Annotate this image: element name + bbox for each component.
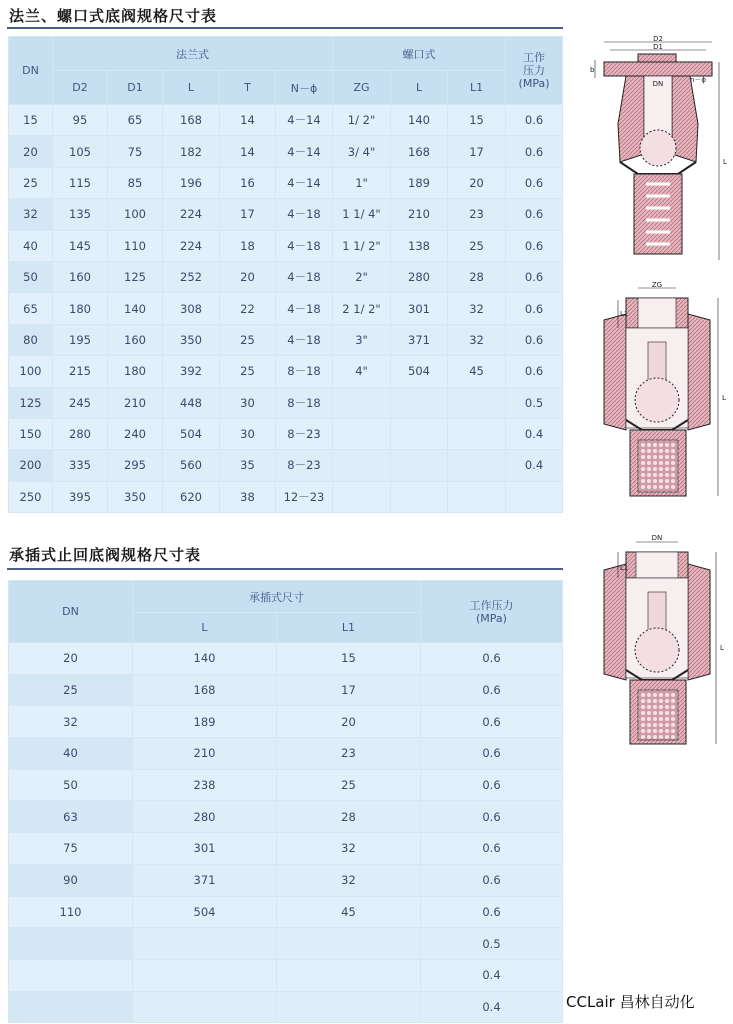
row-dn-cell: 32 <box>9 199 53 230</box>
table-cell: 0.5 <box>506 387 563 418</box>
table-cell: 100 <box>108 199 163 230</box>
table-cell: 295 <box>108 450 163 481</box>
flange-n-label: n－ϕ <box>690 76 707 84</box>
table-cell: 25 <box>220 324 276 355</box>
table-cell: 105 <box>53 136 108 167</box>
table-cell: 448 <box>163 387 220 418</box>
table-cell <box>333 418 391 449</box>
table-cell: 371 <box>391 324 448 355</box>
table-row <box>9 418 563 449</box>
table1-subheader: T <box>220 71 276 105</box>
table-cell: 160 <box>108 324 163 355</box>
table-cell: 189 <box>391 167 448 198</box>
table2-title: 承插式止回底阀规格尺寸表 <box>9 546 202 564</box>
row-dn-cell: 150 <box>9 418 53 449</box>
table-cell: 23 <box>448 199 506 230</box>
table-cell <box>277 991 421 1023</box>
row-dn-cell: 25 <box>9 167 53 198</box>
table-cell: 25 <box>220 356 276 387</box>
table-cell: 0.4 <box>506 418 563 449</box>
table-row <box>9 864 563 896</box>
table-cell <box>448 387 506 418</box>
table-cell: 1 1/ 2" <box>333 230 391 261</box>
table1-header-flange: 法兰式 <box>53 37 333 71</box>
table-cell: 140 <box>108 293 163 324</box>
table-row <box>9 959 563 991</box>
row-dn-cell: 75 <box>9 833 133 865</box>
table-cell: 145 <box>53 230 108 261</box>
table-cell: 0.4 <box>506 450 563 481</box>
table-cell: 75 <box>108 136 163 167</box>
table-cell: 215 <box>53 356 108 387</box>
flange-d1-label: D1 <box>653 43 663 51</box>
table-cell: 301 <box>391 293 448 324</box>
table-cell: 95 <box>53 105 108 136</box>
table-cell: 238 <box>133 769 277 801</box>
row-dn-cell <box>9 991 133 1023</box>
table-cell: 0.6 <box>506 136 563 167</box>
table2-header-socket: 承插式尺寸 <box>133 581 421 613</box>
table-cell: 0.6 <box>421 706 563 738</box>
table-cell <box>277 959 421 991</box>
row-dn-cell: 50 <box>9 261 53 292</box>
table-cell: 14 <box>220 105 276 136</box>
flange-l-label: L <box>723 158 727 166</box>
table-cell: 0.6 <box>506 230 563 261</box>
table-cell <box>506 481 563 512</box>
table-cell: 168 <box>133 674 277 706</box>
table-cell: 196 <box>163 167 220 198</box>
table2-header-dn: DN <box>9 581 133 643</box>
table-cell: 65 <box>108 105 163 136</box>
table-cell: 110 <box>108 230 163 261</box>
table-cell: 0.6 <box>506 199 563 230</box>
table-cell: 32 <box>448 293 506 324</box>
table-row <box>9 230 563 261</box>
table-cell: 4" <box>333 356 391 387</box>
table-cell <box>133 928 277 960</box>
table-cell: 4－14 <box>276 105 333 136</box>
table-cell: 620 <box>163 481 220 512</box>
table2-body <box>9 643 563 1023</box>
table1-subheader: L <box>391 71 448 105</box>
table-cell: 504 <box>391 356 448 387</box>
table-cell: 0.6 <box>421 769 563 801</box>
table-cell: 0.6 <box>421 801 563 833</box>
thread-l-label: L <box>722 394 726 402</box>
table-row <box>9 833 563 865</box>
table-cell <box>448 481 506 512</box>
table-cell: 392 <box>163 356 220 387</box>
table-cell: 0.4 <box>421 991 563 1023</box>
table-cell: 20 <box>220 261 276 292</box>
table-cell: 0.6 <box>421 864 563 896</box>
row-dn-cell: 100 <box>9 356 53 387</box>
table-cell: 16 <box>220 167 276 198</box>
table-row <box>9 674 563 706</box>
row-dn-cell: 25 <box>9 674 133 706</box>
table-cell: 252 <box>163 261 220 292</box>
table-cell: 2 1/ 2" <box>333 293 391 324</box>
table-cell <box>277 928 421 960</box>
table-cell: 395 <box>53 481 108 512</box>
table-cell: 135 <box>53 199 108 230</box>
table-cell: 35 <box>220 450 276 481</box>
table-row <box>9 293 563 324</box>
table-cell: 210 <box>133 738 277 770</box>
table-row <box>9 769 563 801</box>
row-dn-cell: 20 <box>9 643 133 675</box>
table-cell <box>333 387 391 418</box>
table-row <box>9 136 563 167</box>
table1-subheader: N－ϕ <box>276 71 333 105</box>
table-cell: 32 <box>277 864 421 896</box>
table2-subheader: L1 <box>277 613 421 643</box>
table-cell: 1/ 2" <box>333 105 391 136</box>
table-cell: 18 <box>220 230 276 261</box>
table-cell: 504 <box>133 896 277 928</box>
table-cell: 180 <box>53 293 108 324</box>
table-cell: 160 <box>53 261 108 292</box>
table-cell: 45 <box>448 356 506 387</box>
table-cell: 224 <box>163 199 220 230</box>
table-row <box>9 643 563 675</box>
socket-dn-label: DN <box>651 534 663 542</box>
table2-subheader: L <box>133 613 277 643</box>
table-cell: 371 <box>133 864 277 896</box>
table-cell: 0.4 <box>421 959 563 991</box>
thread-l1-label: L1 <box>620 310 629 318</box>
table-cell: 504 <box>163 418 220 449</box>
table-cell: 4－18 <box>276 324 333 355</box>
table1-pressure-line: (MPa) <box>518 77 550 90</box>
table-cell: 15 <box>277 643 421 675</box>
table-cell: 301 <box>133 833 277 865</box>
table-cell: 3/ 4" <box>333 136 391 167</box>
table-cell: 115 <box>53 167 108 198</box>
table-cell: 308 <box>163 293 220 324</box>
row-dn-cell: 40 <box>9 230 53 261</box>
table-cell: 8－23 <box>276 418 333 449</box>
row-dn-cell: 32 <box>9 706 133 738</box>
table-cell: 0.6 <box>506 356 563 387</box>
table-cell: 32 <box>448 324 506 355</box>
table-cell <box>333 481 391 512</box>
flange-dn-label: DN <box>652 80 664 88</box>
table-row <box>9 928 563 960</box>
table-cell: 350 <box>163 324 220 355</box>
table-cell: 4－18 <box>276 230 333 261</box>
table-cell: 22 <box>220 293 276 324</box>
socket-l1-label: L1 <box>620 564 629 572</box>
table2-pressure-line: 工作压力 <box>469 598 514 612</box>
row-dn-cell: 15 <box>9 105 53 136</box>
table-cell: 0.6 <box>421 896 563 928</box>
table-cell: 168 <box>391 136 448 167</box>
table-cell: 4－18 <box>276 261 333 292</box>
table-cell: 20 <box>277 706 421 738</box>
table-cell <box>391 418 448 449</box>
table-row <box>9 261 563 292</box>
table-cell: 4－18 <box>276 293 333 324</box>
row-dn-cell: 200 <box>9 450 53 481</box>
row-dn-cell: 65 <box>9 293 53 324</box>
table1-title-rule <box>7 27 563 29</box>
table-cell: 560 <box>163 450 220 481</box>
table-cell <box>391 450 448 481</box>
table1-subheader: ZG <box>333 71 391 105</box>
table-row <box>9 105 563 136</box>
table-cell <box>133 959 277 991</box>
row-dn-cell <box>9 928 133 960</box>
table-cell: 30 <box>220 387 276 418</box>
row-dn-cell: 110 <box>9 896 133 928</box>
table1-body <box>9 105 563 513</box>
table-row <box>9 481 563 512</box>
row-dn-cell: 63 <box>9 801 133 833</box>
table-cell: 280 <box>133 801 277 833</box>
table-cell: 0.6 <box>421 674 563 706</box>
table-cell: 14 <box>220 136 276 167</box>
table-cell: 0.6 <box>506 324 563 355</box>
table-cell: 182 <box>163 136 220 167</box>
table-cell: 85 <box>108 167 163 198</box>
socket-spec-table <box>8 580 563 1023</box>
table-cell <box>448 450 506 481</box>
table-row <box>9 324 563 355</box>
table-row <box>9 896 563 928</box>
table1-title: 法兰、螺口式底阀规格尺寸表 <box>9 7 218 25</box>
table-cell: 125 <box>108 261 163 292</box>
flange-d2-label: D2 <box>653 35 663 43</box>
table-row <box>9 738 563 770</box>
table-cell: 0.6 <box>506 105 563 136</box>
table-cell: 38 <box>220 481 276 512</box>
table2-pressure-line: (MPa) <box>476 611 507 625</box>
flange-thread-spec-table <box>8 36 563 513</box>
table-cell: 17 <box>220 199 276 230</box>
thread-zg-label: ZG <box>651 281 663 289</box>
table-cell: 0.6 <box>506 261 563 292</box>
table-cell: 2" <box>333 261 391 292</box>
table-row <box>9 387 563 418</box>
table-cell: 1" <box>333 167 391 198</box>
table1-subheader: L1 <box>448 71 506 105</box>
table1-header-thread: 螺口式 <box>333 37 506 71</box>
flange-b-label: b <box>590 66 595 74</box>
table-cell: 280 <box>391 261 448 292</box>
table1-subheader: D2 <box>53 71 108 105</box>
row-dn-cell: 250 <box>9 481 53 512</box>
table1-header-dn: DN <box>9 37 53 105</box>
table-cell: 8－18 <box>276 356 333 387</box>
table-cell: 245 <box>53 387 108 418</box>
table-cell: 210 <box>391 199 448 230</box>
row-dn-cell: 90 <box>9 864 133 896</box>
table-cell: 28 <box>448 261 506 292</box>
table-cell: 0.6 <box>421 738 563 770</box>
table-row <box>9 167 563 198</box>
table-cell: 0.5 <box>421 928 563 960</box>
brand-watermark: CCLair 昌林自动化 <box>566 993 695 1011</box>
table1-pressure-line: 压力 <box>523 64 546 77</box>
table-cell: 1 1/ 4" <box>333 199 391 230</box>
table-cell: 0.6 <box>421 833 563 865</box>
table-cell: 4－18 <box>276 199 333 230</box>
socket-foot-valve-diagram <box>592 530 733 752</box>
table-cell: 4－14 <box>276 167 333 198</box>
table-cell: 12－23 <box>276 481 333 512</box>
row-dn-cell: 20 <box>9 136 53 167</box>
row-dn-cell: 125 <box>9 387 53 418</box>
row-dn-cell <box>9 959 133 991</box>
table-cell <box>333 450 391 481</box>
table1-subheader: L <box>163 71 220 105</box>
table-cell: 0.6 <box>421 643 563 675</box>
flange-foot-valve-diagram <box>586 34 733 266</box>
table-cell: 45 <box>277 896 421 928</box>
table1-subheader: D1 <box>108 71 163 105</box>
table-row <box>9 706 563 738</box>
table-cell: 4－14 <box>276 136 333 167</box>
table-cell: 3" <box>333 324 391 355</box>
table-cell: 17 <box>277 674 421 706</box>
table1-header-pressure <box>506 37 563 105</box>
table-cell: 224 <box>163 230 220 261</box>
table-cell: 168 <box>163 105 220 136</box>
socket-l-label: L <box>720 644 724 652</box>
table-cell: 20 <box>448 167 506 198</box>
table-cell: 195 <box>53 324 108 355</box>
table-cell: 280 <box>53 418 108 449</box>
row-dn-cell: 40 <box>9 738 133 770</box>
table-cell: 138 <box>391 230 448 261</box>
table-cell: 30 <box>220 418 276 449</box>
row-dn-cell: 50 <box>9 769 133 801</box>
table-cell: 0.6 <box>506 167 563 198</box>
table2-title-rule <box>7 568 563 570</box>
table-cell: 335 <box>53 450 108 481</box>
table-row <box>9 199 563 230</box>
table-cell: 0.6 <box>506 293 563 324</box>
table-cell: 17 <box>448 136 506 167</box>
table-cell: 25 <box>277 769 421 801</box>
table1-pressure-line: 工作 <box>523 51 546 64</box>
table-cell: 240 <box>108 418 163 449</box>
table-cell: 140 <box>133 643 277 675</box>
table-cell: 8－23 <box>276 450 333 481</box>
table-row <box>9 801 563 833</box>
table2-header-pressure <box>421 581 563 643</box>
table-cell <box>133 991 277 1023</box>
table-cell: 350 <box>108 481 163 512</box>
table-cell: 140 <box>391 105 448 136</box>
table-cell: 210 <box>108 387 163 418</box>
table-cell: 180 <box>108 356 163 387</box>
table-cell: 32 <box>277 833 421 865</box>
table-cell <box>391 481 448 512</box>
table-cell: 15 <box>448 105 506 136</box>
table-cell <box>448 418 506 449</box>
thread-foot-valve-diagram <box>592 280 733 502</box>
table-cell: 189 <box>133 706 277 738</box>
table-row <box>9 450 563 481</box>
table-row <box>9 356 563 387</box>
table-cell <box>391 387 448 418</box>
table-cell: 8－18 <box>276 387 333 418</box>
table-cell: 23 <box>277 738 421 770</box>
table-cell: 28 <box>277 801 421 833</box>
row-dn-cell: 80 <box>9 324 53 355</box>
table-cell: 25 <box>448 230 506 261</box>
table-row <box>9 991 563 1023</box>
